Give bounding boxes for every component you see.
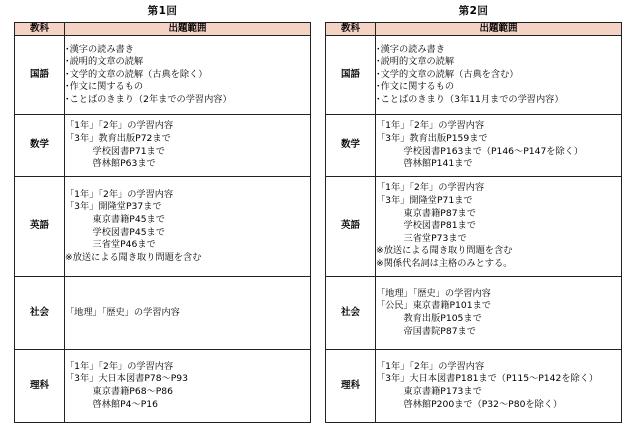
range-line: 「1年」「2年」の学習内容 — [65, 188, 174, 200]
exam-range-table — [14, 22, 311, 423]
range-line: ･作文に関するもの — [376, 81, 455, 93]
table-row — [15, 115, 311, 177]
exam-2-panel — [325, 0, 622, 423]
range-line: ･作文に関するもの — [65, 81, 144, 93]
subject-header: 教科 — [326, 23, 376, 36]
range-line: 「1年」「2年」の学習内容 — [376, 360, 485, 372]
range-line: 教育出版P105まで — [376, 313, 482, 324]
subject-cell: 数学 — [326, 115, 376, 177]
range-line: 「3年」大日本図書P78～P93 — [65, 373, 188, 385]
range-line: 学校図書P45まで — [65, 226, 165, 238]
exam-title: 第2回 — [458, 5, 489, 17]
table-row — [326, 350, 622, 423]
range-line: 「1年」「2年」の学習内容 — [376, 120, 485, 132]
range-line: 「1年」「2年」の学習内容 — [65, 120, 174, 132]
subject-cell: 社会 — [326, 277, 376, 350]
range-header: 出題範囲 — [65, 23, 311, 36]
range-line: ･漢字の読み書き — [65, 43, 134, 55]
range-line: 「3年」教育出版P72まで — [65, 132, 171, 144]
range-line: 「1年」「2年」の学習内容 — [376, 182, 485, 194]
range-line: ※放送による聞き取り問題を含む — [376, 245, 513, 257]
range-line: 「公民」東京書籍P101まで — [376, 300, 491, 312]
exam-1-panel — [14, 0, 311, 423]
range-line: 学校図書P71まで — [65, 145, 165, 157]
range-line: 東京書籍P87まで — [376, 207, 476, 219]
range-line: ･説明的文章の読解 — [65, 56, 144, 68]
subject-cell: 英語 — [15, 177, 65, 277]
range-line: 「3年」開隆堂P37まで — [65, 201, 162, 213]
range-line: 「1年」「2年」の学習内容 — [65, 360, 174, 372]
range-line: 三省堂P73まで — [376, 232, 467, 244]
exam-range-table — [325, 22, 622, 423]
range-line: 帝国書院P87まで — [376, 325, 476, 337]
table-header-row — [326, 23, 622, 36]
range-cell — [376, 277, 622, 350]
range-line: ･説明的文章の読解 — [376, 56, 455, 68]
range-line: 啓林館P200まで（P32～P80を除く） — [376, 398, 563, 410]
range-line: 「地理」「歴史」の学習内容 — [65, 306, 180, 318]
range-line: ※放送による聞き取り問題を含む — [65, 251, 202, 263]
range-cell — [376, 115, 622, 177]
range-cell — [376, 350, 622, 423]
range-line: 「3年」開隆堂P71まで — [376, 195, 473, 207]
table-row — [326, 36, 622, 115]
subject-cell: 理科 — [15, 350, 65, 423]
range-cell — [65, 277, 311, 350]
range-line: 三省堂P46まで — [65, 239, 156, 251]
subject-cell: 英語 — [326, 177, 376, 277]
range-line: ･文学的文章の読解（古典を除く） — [65, 68, 208, 80]
range-line: ･ことばのきまり（3年11月までの学習内容） — [376, 93, 564, 105]
table-row — [15, 350, 311, 423]
subject-header: 教科 — [15, 23, 65, 36]
table-row — [15, 277, 311, 350]
range-cell — [376, 177, 622, 277]
table-row — [326, 177, 622, 277]
range-line: 啓林館P4～P16 — [65, 398, 158, 410]
range-line: 「3年」教育出版P159まで — [376, 132, 488, 144]
range-line: ･文学的文章の読解（古典を含む） — [376, 68, 519, 80]
range-line: 学校図書P163まで（P146～P147を除く） — [376, 145, 584, 157]
range-header: 出題範囲 — [376, 23, 622, 36]
subject-cell: 理科 — [326, 350, 376, 423]
subject-cell: 数学 — [15, 115, 65, 177]
table-row — [326, 115, 622, 177]
range-line: ･漢字の読み書き — [376, 43, 445, 55]
range-cell — [376, 36, 622, 115]
range-cell — [65, 350, 311, 423]
range-line: 学校図書P81まで — [376, 220, 476, 232]
range-line: 東京書籍P173まで — [376, 386, 482, 397]
range-line: 東京書籍P68～P86 — [65, 386, 173, 397]
table-row — [15, 36, 311, 115]
range-line: 「3年」大日本図書P181まで（P115～P142を除く） — [376, 373, 599, 385]
subject-cell: 社会 — [15, 277, 65, 350]
range-line: 東京書籍P45まで — [65, 213, 165, 225]
range-cell — [65, 115, 311, 177]
range-cell — [65, 177, 311, 277]
range-line: 「地理」「歴史」の学習内容 — [376, 287, 491, 299]
exam-title: 第1回 — [147, 5, 178, 17]
range-cell — [65, 36, 311, 115]
range-line: 啓林館P141まで — [376, 158, 473, 170]
subject-cell: 国語 — [326, 36, 376, 115]
range-line: ※関係代名詞は主格のみとする。 — [376, 257, 513, 269]
range-line: ･ことばのきまり（2年までの学習内容） — [65, 93, 232, 105]
range-line: 啓林館P63まで — [65, 158, 156, 170]
table-header-row — [15, 23, 311, 36]
table-row — [326, 277, 622, 350]
subject-cell: 国語 — [15, 36, 65, 115]
table-row — [15, 177, 311, 277]
